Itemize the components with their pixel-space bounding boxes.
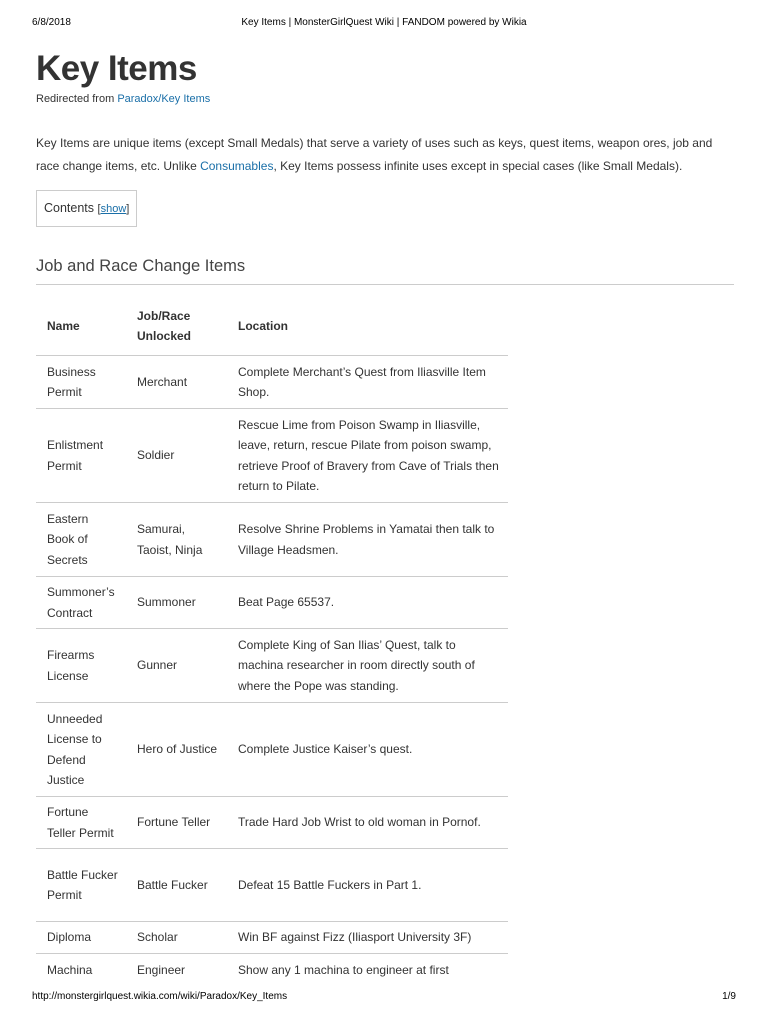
cell-name: Diploma (36, 922, 126, 954)
consumables-link[interactable]: Consumables (200, 159, 274, 173)
table-row (36, 703, 508, 797)
cell-location: Complete King of San Ilias’ Quest, talk to machina researcher in room directly south of where the Pope was standing. (227, 629, 508, 703)
table-row (36, 503, 508, 577)
table-header-row (36, 299, 508, 356)
cell-location: Resolve Shrine Problems in Yamatai then talk to Village Headsmen. (227, 503, 508, 577)
table-of-contents (36, 190, 137, 227)
toc-bracket-close: ] (126, 203, 130, 215)
page-title: Key Items (36, 49, 197, 88)
cell-job: Merchant (126, 356, 227, 409)
cell-job: Samurai, Taoist, Ninja (126, 503, 227, 577)
intro-paragraph (36, 132, 734, 178)
page-number: 1/9 (722, 991, 736, 1002)
cell-location: Win BF against Fizz (Iliasport University 3F) (227, 922, 508, 954)
table-row (36, 409, 508, 503)
table-row (36, 629, 508, 703)
print-header (32, 17, 736, 31)
cell-job: Fortune Teller (126, 797, 227, 849)
cell-job: Summoner (126, 577, 227, 629)
cell-location: Show any 1 machina to engineer at first (238, 962, 449, 977)
cell-job: Scholar (126, 922, 227, 954)
print-url: http://monstergirlquest.wikia.com/wiki/Paradox/Key_Items (32, 991, 288, 1002)
intro-text-1: Key Items are unique items (except Small Medals) that serve a variety of uses such as keys, quest items, weapon ores, job and race change items, etc. Unlike (36, 136, 713, 173)
table-row (36, 797, 508, 849)
cell-job: Soldier (126, 409, 227, 503)
cell-location: Rescue Lime from Poison Swamp in Iliasville, leave, return, rescue Pilate from poison swamp, retrieve Proof of Bravery from Cave of Trials then return to Pilate. (227, 409, 508, 503)
table-row (36, 849, 508, 922)
toc-label: Contents (44, 201, 95, 215)
cell-job: Gunner (126, 629, 227, 703)
table-row (36, 922, 508, 954)
key-items-table (36, 299, 508, 986)
cell-job: Hero of Justice (126, 703, 227, 797)
redirect-note (36, 92, 734, 106)
column-header-location: Location (227, 299, 508, 356)
cell-name: Machina (47, 962, 93, 977)
column-header-job: Job/Race Unlocked (126, 299, 227, 356)
cell-location: Trade Hard Job Wrist to old woman in Pornof. (227, 797, 508, 849)
cell-name: Summoner’s Contract (36, 577, 126, 629)
article-content (36, 48, 734, 986)
cell-name: Enlistment Permit (36, 409, 126, 503)
cell-location: Defeat 15 Battle Fuckers in Part 1. (227, 849, 508, 922)
table-row (36, 577, 508, 629)
cell-name: Firearms License (36, 629, 126, 703)
cell-name: Eastern Book of Secrets (36, 503, 126, 577)
print-footer (32, 991, 736, 1005)
table-row (36, 954, 508, 986)
print-title: Key Items | MonsterGirlQuest Wiki | FANDOM powered by Wikia (241, 17, 527, 28)
cell-job: Engineer (137, 962, 186, 977)
cell-location: Complete Merchant’s Quest from Iliasville Item Shop. (227, 356, 508, 409)
cell-name: Battle Fucker Permit (36, 849, 126, 922)
cell-location: Complete Justice Kaiser’s quest. (227, 703, 508, 797)
section-heading: Job and Race Change Items (36, 255, 734, 285)
cell-name: Fortune Teller Permit (36, 797, 126, 849)
cell-job: Battle Fucker (126, 849, 227, 922)
toc-show-toggle[interactable]: show (100, 203, 127, 215)
cell-location: Beat Page 65537. (227, 577, 508, 629)
toc-bracket-open: [ (97, 203, 101, 215)
cell-name: Unneeded License to Defend Justice (36, 703, 126, 797)
table-row (36, 356, 508, 409)
intro-text-2: , Key Items possess infinite uses except in special cases (like Small Medals). (273, 159, 683, 173)
redirect-prefix: Redirected from (36, 93, 118, 105)
print-date: 6/8/2018 (32, 17, 71, 28)
cell-name: Business Permit (36, 356, 126, 409)
redirect-link[interactable]: Paradox/Key Items (117, 93, 211, 105)
column-header-name: Name (36, 299, 126, 356)
